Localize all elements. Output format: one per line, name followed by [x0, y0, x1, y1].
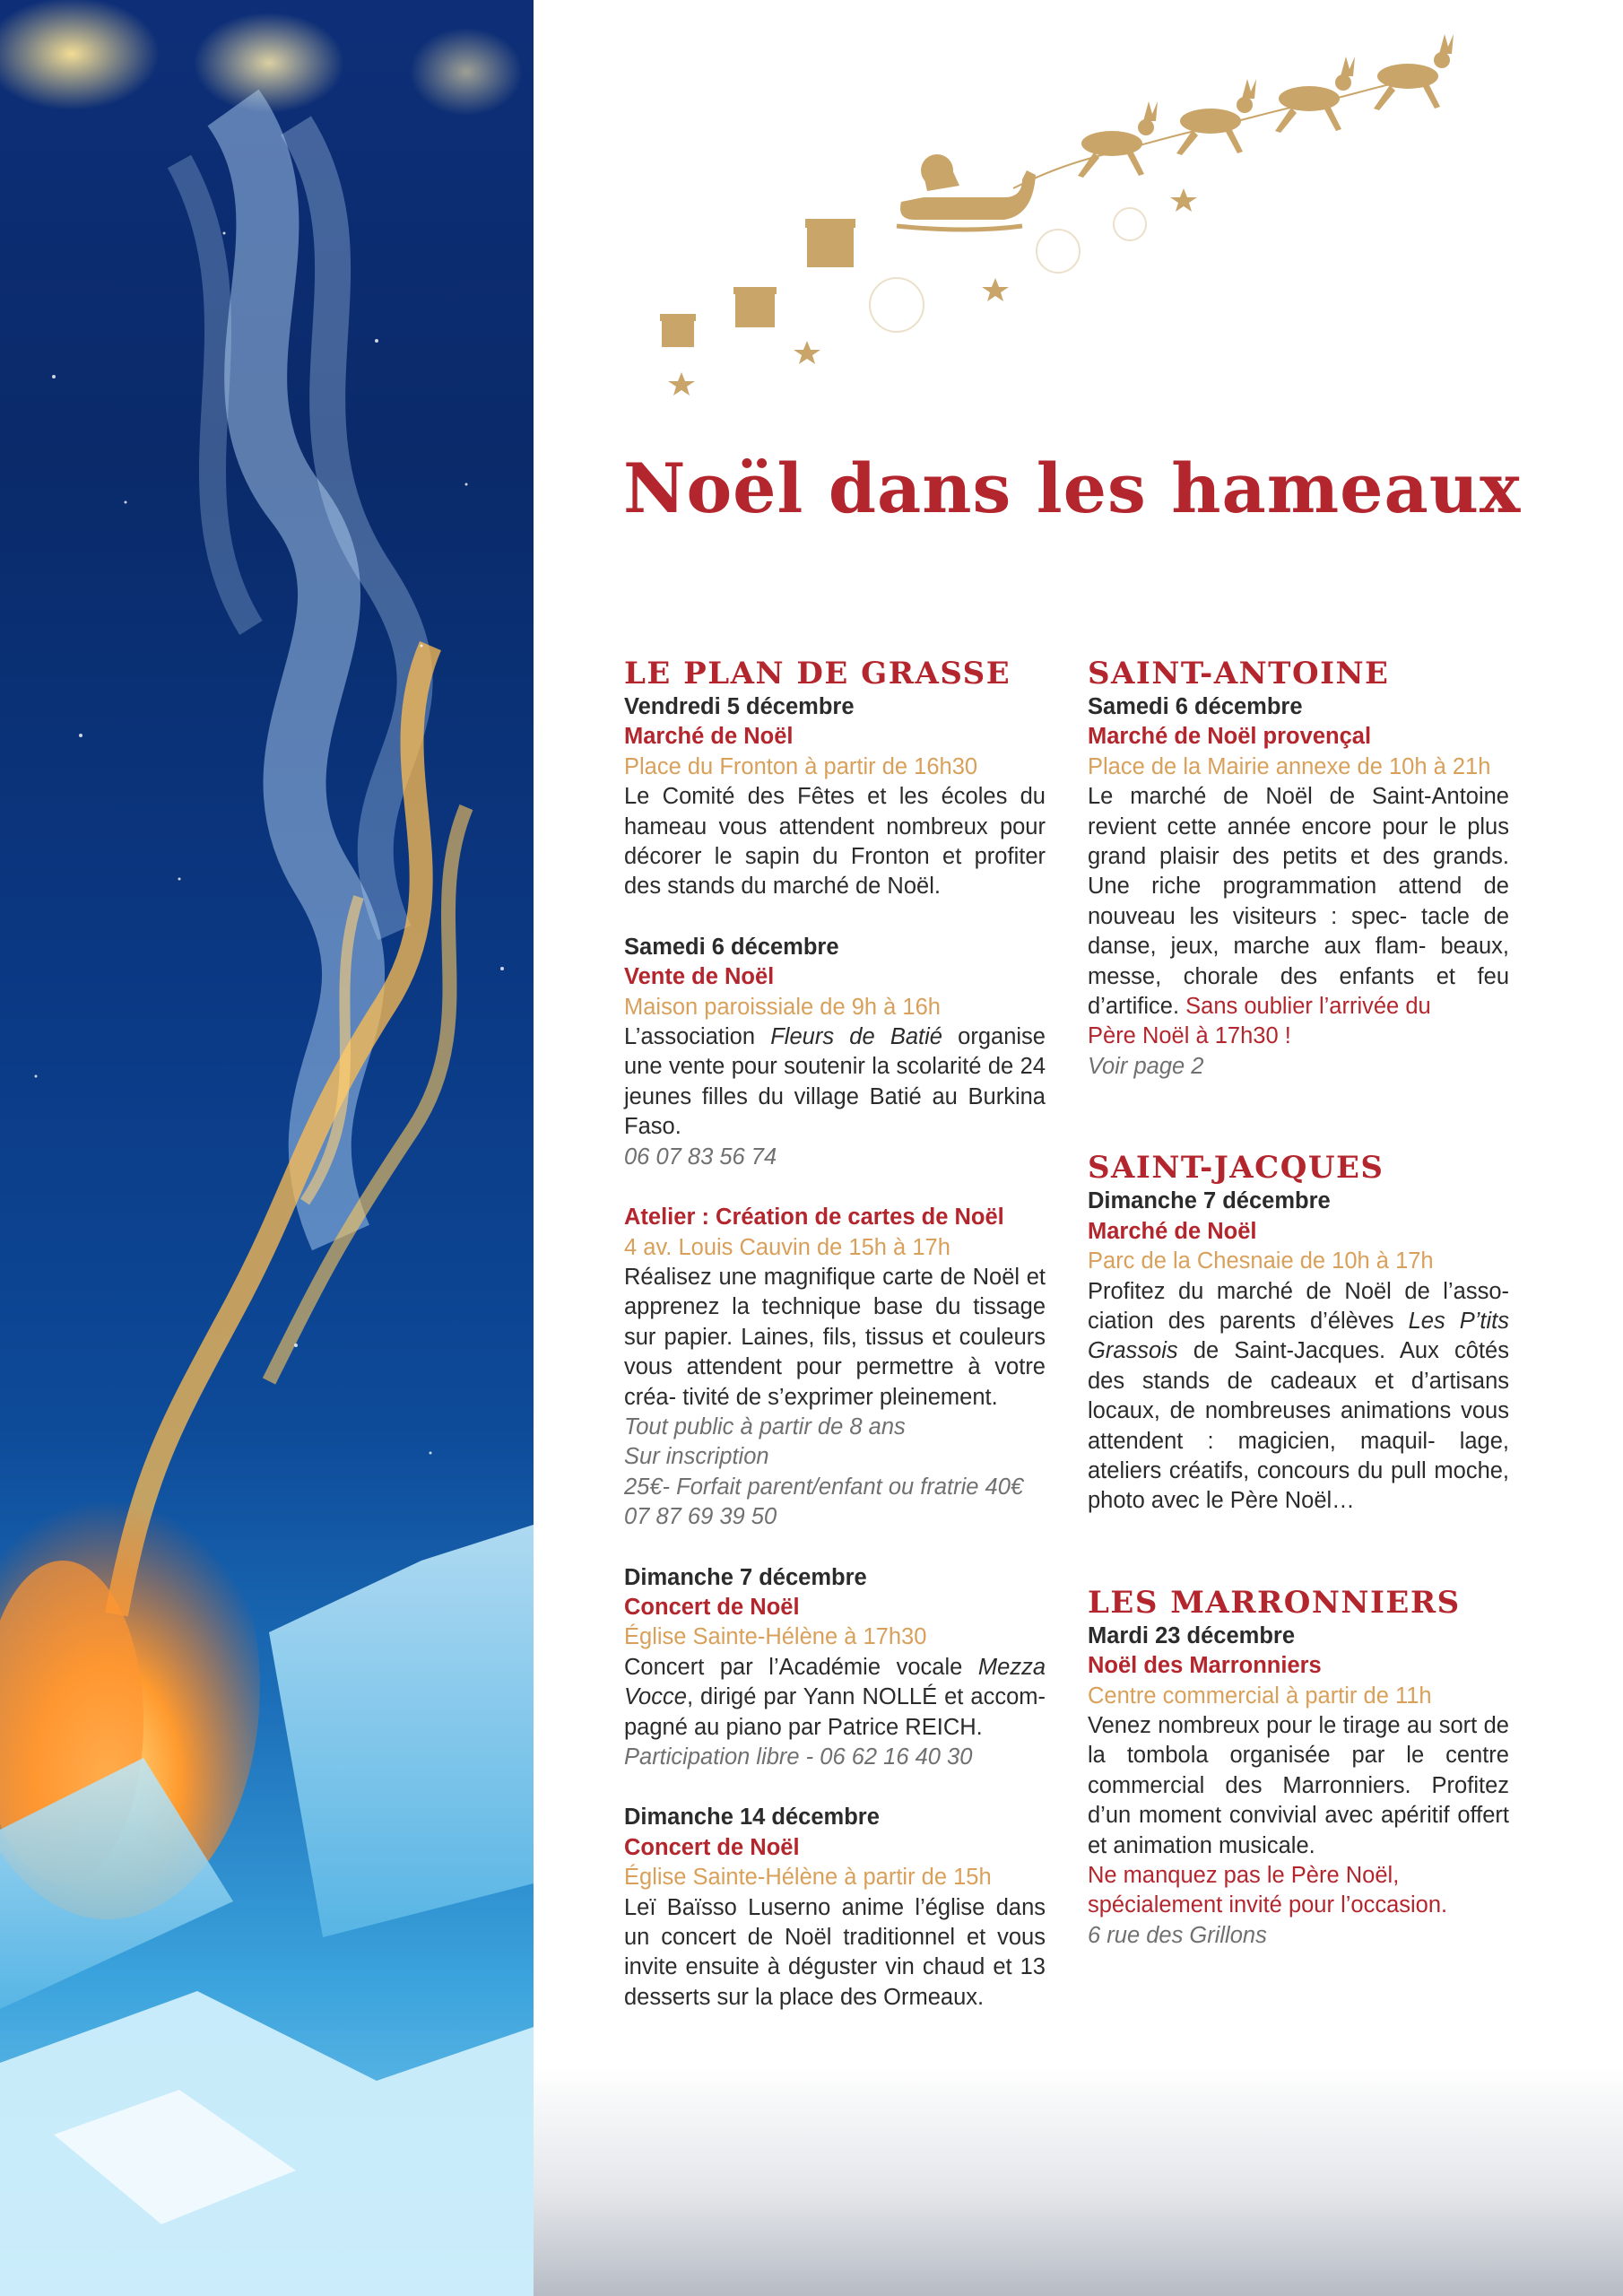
decorative-art-strip	[0, 0, 534, 2296]
event-place: Église Sainte-Hélène à partir de 15h	[624, 1865, 992, 1891]
event-title: Noël des Marronniers	[1088, 1653, 1322, 1679]
section-title: LE PLAN DE GRASSE	[624, 656, 1011, 691]
reindeer-icon	[1374, 34, 1454, 110]
event-date: Dimanche 14 décembre	[624, 1805, 880, 1831]
event-description: Le Comité des Fêtes et les écoles du hameau vous attendent nombreux pour décorer le sapin du Fronton et profiter des stands du marché de Noël.	[624, 784, 1046, 900]
event-note: Sur inscription	[624, 1444, 769, 1470]
event-description: Leï Baïsso Luserno anime l’église dans un concert de Noël traditionnel et vous invite ensuite à déguster vin chaud et 13 desserts sur la place des Ormeaux.	[624, 1894, 1046, 2010]
event-note: Voir page 2	[1088, 1053, 1204, 1079]
gift-icon	[805, 219, 855, 267]
gift-icon	[733, 287, 777, 327]
section-title: LES MARRONNIERS	[1088, 1584, 1461, 1621]
event-title: Marché de Noël	[624, 724, 794, 750]
event-place: Place de la Mairie annexe de 10h à 21h	[1088, 753, 1491, 779]
event-description: Concert par l’Académie vocale Mezza Vocce, dirigé par Yann NOLLÉ et accom- pagné au piano par Patrice REICH.	[624, 1654, 1046, 1740]
event-description: Le marché de Noël de Saint-Antoine revient cette année encore pour le plus grand plaisir des petits et des grands. Une riche programmation attend de nouveau les visiteurs : spec- tacle de danse, jeux, marche aux flam- beaux, messe, chorale des enfants et feu d’artifice. Sans oublier l’arrivée du	[1088, 784, 1509, 1020]
reindeer-icon	[1275, 57, 1355, 133]
event-title: Atelier : Création de cartes de Noël	[624, 1205, 1004, 1231]
event-title: Vente de Noël	[624, 964, 775, 990]
event-place: Église Sainte-Hélène à 17h30	[624, 1624, 927, 1650]
event-item	[1088, 692, 1509, 1082]
event-highlight: spécialement invité pour l’occasion.	[1088, 1892, 1448, 1918]
event-place: 4 av. Louis Cauvin de 15h à 17h	[624, 1234, 950, 1260]
star-icon	[982, 278, 1009, 301]
event-highlight: Ne manquez pas le Père Noël,	[1088, 1863, 1400, 1888]
event-date: Dimanche 7 décembre	[1088, 1188, 1331, 1214]
section-title: SAINT-JACQUES	[1088, 1150, 1384, 1187]
event-phone: 06 07 83 56 74	[624, 1144, 777, 1170]
event-item	[624, 1563, 1046, 1773]
event-date: Samedi 6 décembre	[1088, 694, 1303, 719]
reindeer-icon	[1078, 101, 1158, 178]
page-title: Noël dans les hameaux	[623, 448, 1522, 528]
event-place: Parc de la Chesnaie de 10h à 17h	[1088, 1248, 1434, 1274]
event-place: Place du Fronton à partir de 16h30	[624, 753, 978, 779]
event-title: Marché de Noël provençal	[1088, 724, 1372, 750]
event-description: L’association Fleurs de Batié organise une vente pour soutenir la scolarité de 24 jeunes filles du village Batié au Burkina Faso.	[624, 1024, 1046, 1140]
section-saint-jacques	[1088, 1149, 1509, 1516]
star-icon	[794, 341, 820, 364]
event-item	[624, 1803, 1046, 2013]
section-saint-antoine	[1088, 655, 1509, 1082]
event-date: Mardi 23 décembre	[1088, 1622, 1296, 1648]
event-note: 25€- Forfait parent/enfant ou fratrie 40€	[624, 1474, 1024, 1500]
event-title: Marché de Noël	[1088, 1218, 1257, 1244]
event-title: Concert de Noël	[624, 1834, 800, 1860]
event-item	[1088, 1622, 1509, 1951]
sleigh-icon	[897, 154, 1036, 230]
event-note: Participation libre - 06 62 16 40 30	[624, 1744, 973, 1770]
event-address: 6 rue des Grillons	[1088, 1922, 1267, 1948]
star-icon	[668, 372, 695, 396]
santa-sleigh-illustration	[628, 18, 1488, 404]
section-le-plan-de-grasse	[624, 655, 1046, 2013]
event-description: Venez nombreux pour le tirage au sort de la tombola organisée par le centre commercial des Marronniers. Profitez d’un moment convivial avec apéritif offert et animation musicale.	[1088, 1712, 1509, 1858]
event-description: Profitez du marché de Noël de l’asso- ciation des parents d’élèves Les P’tits Grassois de Saint-Jacques. Aux côtés des stands de cadeaux et d’artisans locaux, de nombreuses animations vous attendent : magicien, maquil- lage, ateliers créatifs, concours du pull moche, photo avec le Père Noël…	[1088, 1278, 1510, 1514]
event-item	[624, 692, 1046, 902]
event-phone: 07 87 69 39 50	[624, 1504, 777, 1530]
event-item	[1088, 1187, 1509, 1516]
event-place: Maison paroissiale de 9h à 16h	[624, 994, 941, 1020]
event-highlight: Père Noël à 17h30 !	[1088, 1023, 1291, 1049]
event-date: Samedi 6 décembre	[624, 934, 839, 960]
event-item	[624, 1203, 1046, 1532]
star-icon	[1170, 188, 1197, 212]
event-description: Réalisez une magnifique carte de Noël et apprenez la technique base du tissage sur papier. Laines, fils, tissus et couleurs vous attendent pour permettre à votre créa- tivité de s’exprimer pleinement.	[624, 1264, 1046, 1410]
event-note: Tout public à partir de 8 ans	[624, 1413, 906, 1439]
reindeer-icon	[1176, 79, 1256, 155]
section-les-marronniers	[1088, 1584, 1509, 1951]
event-date: Dimanche 7 décembre	[624, 1564, 867, 1590]
right-column	[1088, 655, 1509, 1981]
gift-icon	[660, 314, 696, 347]
fire-ice-illustration	[0, 0, 534, 2296]
snow-background	[534, 2063, 1623, 2296]
event-date: Vendredi 5 décembre	[624, 694, 855, 719]
left-column	[624, 655, 1046, 2043]
event-title: Concert de Noël	[624, 1594, 800, 1620]
event-item	[624, 933, 1046, 1172]
event-place: Centre commercial à partir de 11h	[1088, 1683, 1432, 1709]
section-title: SAINT-ANTOINE	[1088, 656, 1390, 691]
